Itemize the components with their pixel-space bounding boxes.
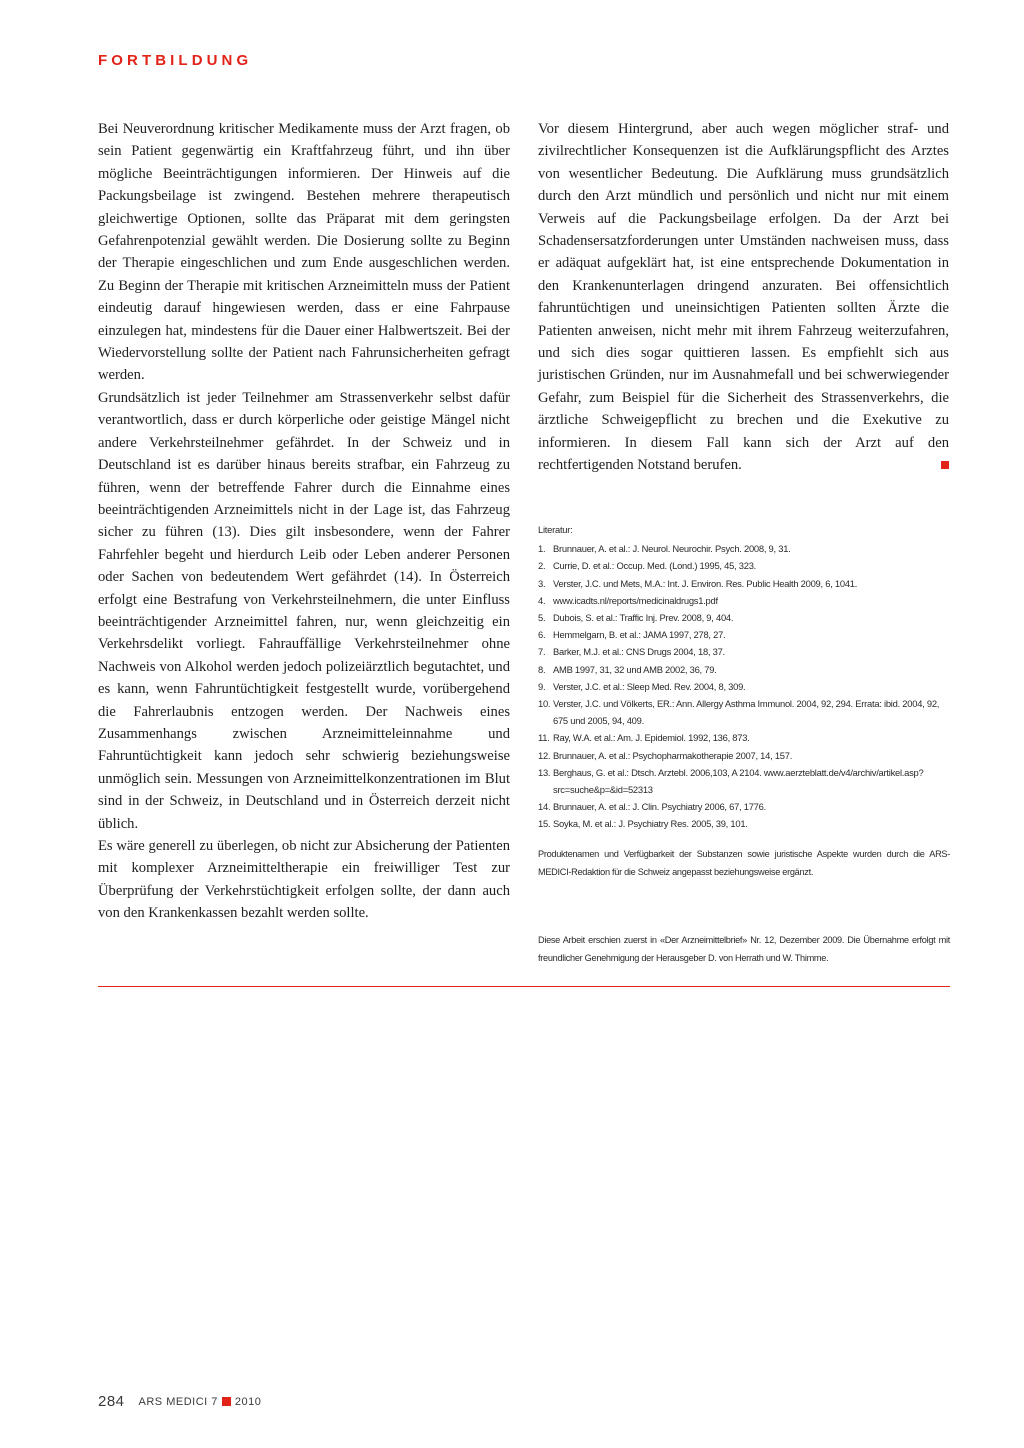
reference-item (538, 575, 950, 592)
reference-text: Hemmelgarn, B. et al.: JAMA 1997, 278, 27. (553, 629, 726, 641)
reference-text: Soyka, M. et al.: J. Psychiatry Res. 2005, 39, 101. (553, 818, 748, 830)
page-footer (98, 1393, 261, 1410)
journal-name: ARS MEDICI 7 (138, 1395, 218, 1408)
divider-line (98, 986, 950, 987)
reference-item (538, 609, 950, 626)
reference-number: 1. (538, 543, 546, 555)
reference-text: Dubois, S. et al.: Traffic Inj. Prev. 2008, 9, 404. (553, 612, 734, 624)
reference-number: 2. (538, 560, 546, 572)
reference-item (538, 540, 950, 557)
body-paragraph: Grundsätzlich ist jeder Teilnehmer am Strassenverkehr selbst dafür verantwortlich, dass er durch körperliche oder geistige Mängel nicht andere Verkehrsteilnehmer gefährdet. In der Schweiz und in Deutschland ist es darüber hinaus bereits strafbar, ein Fahrzeug zu führen, wenn der betreffende Fahrer durch die Einnahme eines beeinträchtigenden Arzneimittels nicht in der Lage ist, das Fahrzeug sicher zu führen (13). Dies gilt insbesondere, wenn der Fahrer Fahrfehler begeht und hierdurch Leib oder Leben anderer Personen oder Sachen von bedeutendem Wert gefährdet (14). In Österreich erfolgt eine Bestrafung von Verkehrsteilnehmern, die unter Einfluss beeinträchtigender Arzneimittel fahren, nur, wenn gleichzeitig ein Verkehrsdelikt vorliegt. Fahrauffällige Verkehrsteilnehmer ohne Nachweis von Alkohol werden jedoch polizeiärztlich begutachtet, und es kann, wenn Fahruntüchtigkeit festgestellt wurde, vorübergehend die Fahrerlaubnis entzogen werden. Der Nachweis eines Zusammenhangs zwischen Arzneimitteleinnahme und Fahruntüchtigkeit kann jedoch sehr schwierig beziehungsweise unmöglich sein. Messungen von Arzneimittelkonzentrationen im Blut sind in der Schweiz, in Deutschland und in Österreich derzeit nicht üblich. (98, 389, 510, 832)
reference-number: 12. (538, 749, 551, 761)
body-paragraph: Bei Neuverordnung kritischer Medikamente muss der Arzt fragen, ob sein Patient gegenwärtig ein Kraftfahrzeug führt, und ihn über mögliche Beeinträchtigungen informieren. Der Hinweis auf die Packungsbeilage ist zwingend. Bestehen mehrere therapeutisch gleichwertige Optionen, sollte das Präparat mit dem geringsten Gefahrenpotenzial gewählt werden. Die Dosierung sollte zu Beginn der Therapie eingeschlichen und zum Ende ausgeschlichen werden. Zu Beginn der Therapie mit kritischen Arzneimitteln muss der Patient eindeutig darauf hingewiesen werden, dass er eine Fahrpause einzulegen hat, mindestens für die Dauer einer Halbwertszeit. Bei der Wiedervorstellung sollte der Patient nach Fahrunsicherheiten gefragt werden. (98, 121, 510, 384)
reference-item (538, 798, 950, 815)
reference-link[interactable]: www.icadts.nl/reports/medicinaldrugs1.pdf (553, 594, 718, 606)
editorial-note: Produktenamen und Verfügbarkeit der Substanzen sowie juristische Aspekte wurden durch die ARS-MEDICI-Redaktion für die Schweiz angepasst beziehungsweise ergänzt. (538, 849, 950, 877)
reference-text: Verster, J.C. und Mets, M.A.: Int. J. Environ. Res. Public Health 2009, 6, 1041. (553, 577, 858, 589)
reference-item (538, 661, 950, 678)
reference-text: Brunnauer, A. et al.: J. Clin. Psychiatry 2006, 67, 1776. (553, 801, 766, 813)
reference-text: Barker, M.J. et al.: CNS Drugs 2004, 18, 37. (553, 646, 725, 658)
reference-number: 15. (538, 818, 551, 830)
reference-number: 14. (538, 801, 551, 813)
reference-text: Ray, W.A. et al.: Am. J. Epidemiol. 1992, 136, 873. (553, 732, 750, 744)
reference-list-title: Literatur: (538, 524, 573, 535)
body-paragraph: Es wäre generell zu überlegen, ob nicht zur Absicherung der Patienten mit komplexer Arzneimitteltherapie ein freiwilliger Test zur Überprüfung der Verkehrstüchtigkeit erfolgen sollte, der dann auch von den Krankenkassen bezahlt werden sollte. (98, 838, 510, 922)
reference-text: Verster, J.C. et al.: Sleep Med. Rev. 2004, 8, 309. (553, 680, 746, 692)
reference-item (538, 764, 950, 798)
publication-year: 2010 (234, 1395, 262, 1408)
reference-number: 7. (538, 646, 546, 658)
reference-number: 10. (538, 698, 551, 710)
reference-number: 5. (538, 612, 546, 624)
reference-number: 4. (538, 594, 546, 606)
reference-number: 9. (538, 680, 546, 692)
reference-number: 8. (538, 663, 546, 675)
reference-text: AMB 1997, 31, 32 und AMB 2002, 36, 79. (553, 663, 717, 675)
reference-text: Berghaus, G. et al.: Dtsch. Arztebl. 2006,103, A 2104. www.aerzteblatt.de/v4/archiv/artikel.asp?src=suche&p=&id=52313 (553, 766, 924, 796)
reference-items (538, 540, 950, 832)
page-number: 284 (98, 1393, 125, 1410)
reference-number: 11. (538, 732, 550, 744)
reference-item (538, 695, 950, 729)
article-right-column (538, 118, 949, 477)
reference-text: Brunnauer, A. et al.: Psychopharmakotherapie 2007, 14, 157. (553, 749, 793, 761)
reference-text: Brunnauer, A. et al.: J. Neurol. Neurochir. Psych. 2008, 9, 31. (553, 543, 791, 555)
body-paragraph-text: Vor diesem Hintergrund, aber auch wegen möglicher straf- und zivilrechtlicher Konsequenzen ist die Aufklärungspflicht des Arztes von wesentlicher Bedeutung. Die Aufklärung muss grundsätzlich durch den Arzt mündlich und persönlich und nicht nur mit einem Verweis auf die Packungsbeilage erfolgen. Da der Arzt bei Schadensersatzforderungen unter Umständen nachweisen muss, dass er adäquat aufgeklärt hat, ist eine entsprechende Dokumentation in den Krankenunterlagen dringend anzuraten. Bei offensichtlich fahruntüchtigen und uneinsichtigen Patienten sollten Ärzte die Patienten anweisen, nicht mehr mit ihrem Fahrzeug weiterzufahren, und sich dies sogar quittieren lassen. Es empfiehlt sich aus juristischen Gründen, nur im Ausnahmefall und bei schwerwiegender Gefahr, zum Beispiel für die Sicherheit des Strassenverkehrs, die ärztliche Schweigepflicht zu brechen und die Exekutive zu informieren. In diesem Fall kann sich der Arzt auf den rechtfertigenden Notstand berufen. (538, 121, 949, 474)
square-separator-icon (222, 1397, 231, 1406)
body-paragraph (538, 118, 949, 477)
reference-item (538, 626, 950, 643)
reference-number: 3. (538, 577, 546, 589)
reference-item (538, 592, 950, 609)
reference-item (538, 678, 950, 695)
reference-item (538, 747, 950, 764)
reference-number: 6. (538, 629, 546, 641)
reference-item (538, 815, 950, 832)
reference-text: Currie, D. et al.: Occup. Med. (Lond.) 1995, 45, 323. (553, 560, 757, 572)
source-note: Diese Arbeit erschien zuerst in «Der Arzneimittelbrief» Nr. 12, Dezember 2009. Die Übernahme erfolgt mit freundlicher Genehmigung der Herausgeber D. von Herrath und W. Thimme. (538, 935, 950, 963)
reference-item (538, 643, 950, 660)
reference-item (538, 557, 950, 574)
article-left-column (98, 118, 510, 925)
section-title: FORTBILDUNG (98, 52, 253, 69)
reference-text: Verster, J.C. und Völkerts, ER.: Ann. Allergy Asthma Immunol. 2004, 92, 294. Errata: ibid. 2004, 92, 675 und 2005, 94, 409. (553, 698, 940, 727)
reference-list (538, 521, 950, 833)
reference-number: 13. (538, 766, 551, 778)
reference-item (538, 729, 950, 746)
end-of-article-square-icon (941, 461, 949, 469)
